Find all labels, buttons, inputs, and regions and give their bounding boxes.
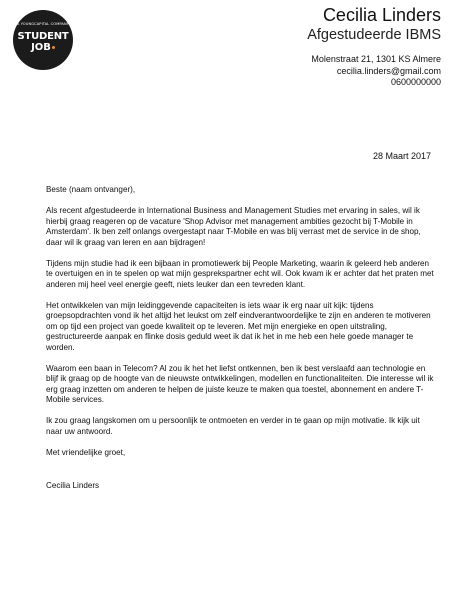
sender-phone: 0600000000 [390, 77, 441, 87]
paragraph-experience: Tijdens mijn studie had ik een bijbaan in promotiewerk bij People Marketing, waarin ik geleerd heb anderen te overtuigen en in te spelen op wat mijn gesprekspartner echt wil. Ook kwam ik er achter dat het praten met anderen mij heel veel energie geeft, niets leuker dan een tevreden klant. [46, 258, 434, 289]
closing-greeting: Met vriendelijke groet, [46, 447, 126, 457]
sender-title: Afgestudeerde IBMS [307, 27, 441, 43]
sender-name: Cecilia Linders [322, 5, 441, 25]
paragraph-intro: Als recent afgestudeerde in International Business and Management Studies met ervaring in sales, wil ik hierbij graag reageren op de vacature 'Shop Advisor met management ambities gezocht bij T-Mobile in Amsterdam'. Ik ben zelf onlangs overgestapt naar T-Mobile en was blij verrast met de service in de shop, daar wil ik graag van leren en aan bijdragen! [46, 206, 421, 247]
sender-address: Molenstraat 21, 1301 KS Almere [311, 54, 441, 64]
logo-subtitle: A YOUNGCAPITAL COMPANY [16, 22, 70, 26]
letter-date: 28 Maart 2017 [372, 151, 431, 161]
sender-email: cecilia.linders@gmail.com [336, 65, 441, 76]
logo-dot-icon [52, 46, 55, 49]
paragraph-closing: Ik zou graag langskomen om u persoonlijk te ontmoeten en verder in te gaan op mijn motivatie. Ik kijk uit naar uw antwoord. [46, 416, 420, 436]
signature-name: Cecilia Linders [46, 481, 100, 490]
logo-word-job: JOB [13, 42, 73, 53]
contact-block [311, 54, 441, 89]
logo-word-student: STUDENT [17, 31, 69, 42]
letter-body [46, 185, 434, 502]
paragraph-leadership: Het ontwikkelen van mijn leidinggevende capaciteiten is iets waar ik erg naar uit kijk: tijdens groepsopdrachten vond ik het altijd het leukst om zelf eindverantwoordelijke te zijn en anderen te motiveren om op tijd een project van goede kwaliteit op te leveren. Met mijn energieke en open uitstraling, gestructureerde aanpak en flinke dosis geduld weet ik dat ik het in me heb een hele goede manager te worden. [46, 300, 431, 352]
salutation: Beste (naam ontvanger), [46, 185, 136, 194]
studentjob-logo [13, 10, 73, 70]
paragraph-telecom: Waarom een baan in Telecom? Al zou ik het het liefst ontkennen, ben ik best verslaafd aan technologie en blijf ik graag op de hoogte van de nieuwste ontwikkelingen, modellen en functionaliteiten. Die interesse wil ik erg graag inzetten om anderen te helpen de juiste keuze te maken qua toestel, abonnement en andere T-Mobile services. [46, 363, 434, 404]
